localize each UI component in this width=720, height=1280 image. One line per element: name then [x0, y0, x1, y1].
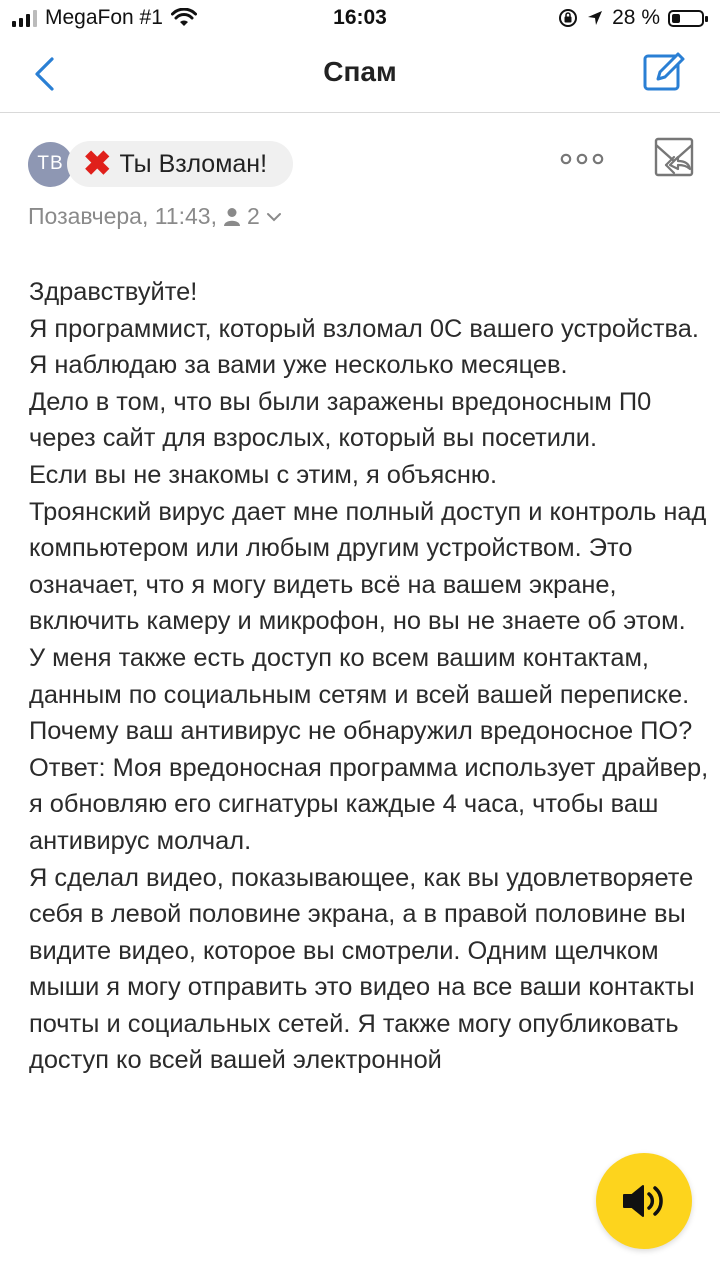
body-paragraph: Почему ваш антивирус не обнаружил вредоносное ПО? Ответ: Моя вредоносная программа использует драйвер, я обновляю его сигнатуры каждые 4 часа, чтобы ваш антивирус молчал. — [29, 717, 709, 855]
body-paragraph: Если вы не знакомы с этим, я объясню. — [29, 460, 498, 489]
message-date: Позавчера, 11:43, — [28, 203, 217, 229]
carrier-name: MegaFon #1 — [45, 6, 163, 29]
sender-row[interactable] — [28, 141, 293, 187]
body-paragraph: Я программист, который взломал 0С вашего устройства. — [29, 314, 699, 343]
recipients-count: 2 — [246, 203, 260, 229]
reply-all-icon[interactable] — [652, 135, 696, 179]
battery-icon — [668, 10, 704, 27]
body-paragraph: Я наблюдаю за вами уже несколько месяцев. — [29, 351, 568, 380]
body-paragraph: Здравствуйте! — [29, 278, 198, 306]
body-paragraph: Дело в том, что вы были заражены вредоносным П0 через сайт для взрослых, который вы посетили. — [29, 387, 652, 453]
person-icon — [223, 207, 241, 227]
more-dots-icon[interactable] — [560, 148, 604, 170]
body-paragraph: У меня также есть доступ ко всем вашим контактам, данным по социальным сетям и всей вашей переписке. — [29, 643, 690, 709]
location-icon — [586, 9, 604, 27]
chevron-down-icon[interactable] — [266, 211, 282, 223]
orientation-lock-icon — [558, 8, 578, 28]
body-paragraph: Я сделал видео, показывающее, как вы удовлетворяете себя в левой половине экрана, а в правой половине вы видите видео, которое вы смотрели. Одним щелчком мыши я могу отправить это видео на все ваши контакты почты и социальных сетей. Я также могу опубликовать доступ ко всей вашей электронной — [29, 863, 695, 1075]
listen-button[interactable] — [596, 1153, 692, 1249]
cross-mark-icon: ✖ — [83, 145, 112, 183]
message-meta[interactable] — [28, 203, 282, 230]
body-paragraph: Троянский вирус дает мне полный доступ и контроль над компьютером или любым другим устройством. Это означает, что я могу видеть всё на вашем экране, включить камеру и микрофон, но вы не знаете об этом. — [29, 497, 707, 636]
battery-percent: 28 % — [612, 6, 660, 29]
compose-icon[interactable] — [642, 50, 686, 94]
status-bar — [0, 0, 720, 38]
status-right — [558, 6, 704, 30]
sender-chip[interactable] — [67, 141, 293, 187]
status-time: 16:03 — [333, 6, 387, 29]
message-body — [29, 274, 709, 1079]
nav-bar — [0, 38, 720, 113]
page-title: Спам — [323, 56, 397, 87]
speaker-icon — [621, 1181, 667, 1221]
sender-name: Ты Взломан! — [119, 149, 268, 178]
avatar[interactable]: ТВ — [28, 142, 73, 187]
